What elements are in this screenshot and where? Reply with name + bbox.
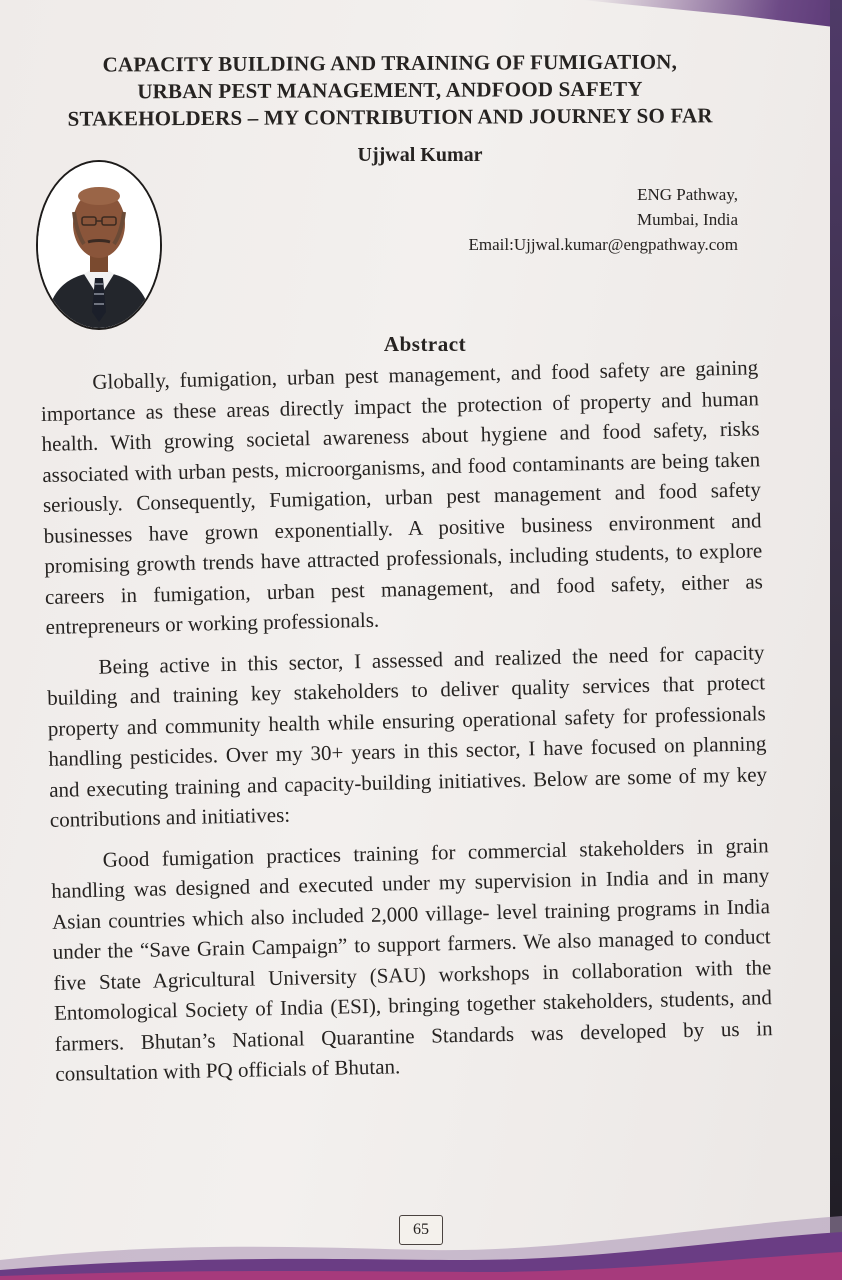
- abstract-heading: Abstract: [383, 332, 467, 356]
- affiliation-organization: ENG Pathway,: [637, 185, 738, 204]
- decorative-corner-band: [582, 0, 842, 28]
- author-affiliation: [360, 182, 738, 257]
- title-line-2: URBAN PEST MANAGEMENT, ANDFOOD SAFETY: [137, 76, 643, 104]
- page-number: 65: [399, 1215, 443, 1245]
- portrait-image: [38, 162, 160, 328]
- author-photo: [36, 160, 162, 330]
- affiliation-city: Mumbai, India: [636, 210, 738, 229]
- abstract-body: [40, 352, 774, 1099]
- paragraph-3: Good fumigation practices training for commercial stakeholders in grain handling was designed and executed under my supervision in India and in many Asian countries which also included 2,000 village- level training programs in India under the “Save Grain Campaign” to support farmers. We also managed to conduct five State Agricultural University (SAU) workshops in collaboration with the Entomological Society of India (ESI), bringing together stakeholders, students, and farmers. Bhutan’s National Quarantine Standards was developed by us in consultation with PQ officials of Bhutan.: [51, 832, 773, 1086]
- paragraph-1: Globally, fumigation, urban pest management, and food safety are gaining importance as these areas directly impact the protection of property and human health. With growing societal awareness about hygiene and food safety, risks associated with urban pests, microorganisms, and food contaminants are being taken seriously. Consequently, Fumigation, urban pest management and food safety businesses have grown exponentially. A positive business environment and promising growth trends have attracted professionals, including students, to explore careers in fumigation, urban pest management, and food safety, either as entrepreneurs or working professionals.: [40, 355, 764, 639]
- article-title: [40, 48, 740, 133]
- paragraph-2: Being active in this sector, I assessed and realized the need for capacity building and training key stakeholders to deliver quality services that protect property and community health while ensuring operational safety for professionals handling pesticides. Over my 30+ years in this sector, I have focused on planning and executing training and capacity-building initiatives. Below are some of my key contributions and initiatives:: [46, 639, 768, 832]
- affiliation-email: Email:Ujjwal.kumar@engpathway.com: [468, 235, 738, 254]
- page-edge-strip: [830, 0, 842, 1280]
- title-line-3: STAKEHOLDERS – MY CONTRIBUTION AND JOURNEY SO FAR: [67, 103, 713, 131]
- author-name: Ujjwal Kumar: [357, 144, 483, 166]
- title-line-1: CAPACITY BUILDING AND TRAINING OF FUMIGATION,: [102, 49, 678, 77]
